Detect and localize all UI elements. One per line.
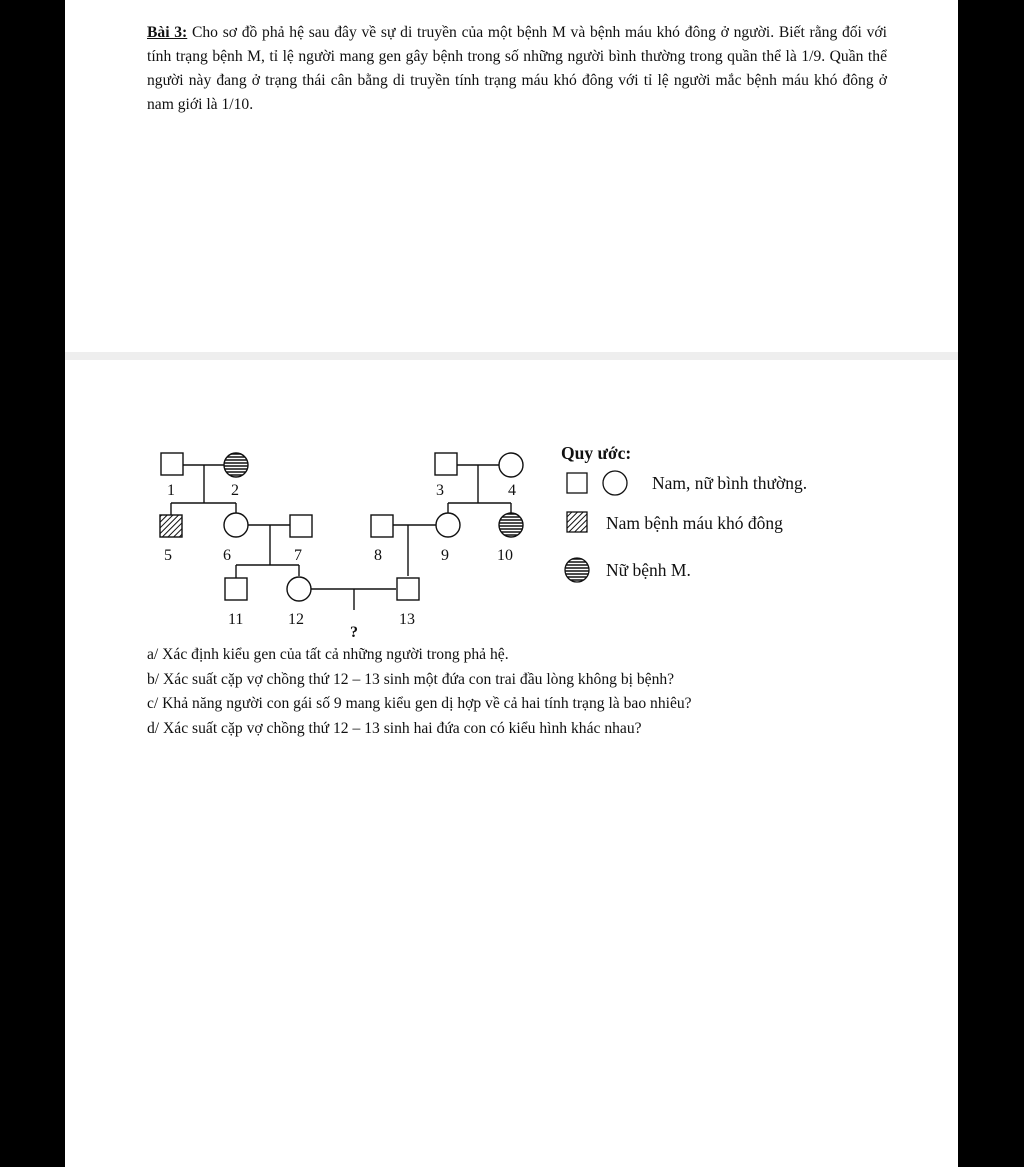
individual-numbers bbox=[164, 482, 516, 640]
legend bbox=[561, 443, 807, 582]
individual-9-normal-female bbox=[436, 513, 460, 537]
label-6: 6 bbox=[223, 547, 231, 564]
document-page bbox=[65, 0, 958, 1167]
individual-11-normal-male bbox=[225, 578, 247, 600]
label-3: 3 bbox=[436, 482, 444, 499]
legend-hemophilia-label: Nam bệnh máu khó đông bbox=[606, 513, 783, 533]
label-10: 10 bbox=[497, 547, 513, 564]
legend-disease-m-female-icon bbox=[565, 558, 589, 582]
label-4: 4 bbox=[508, 482, 516, 499]
label-13: 13 bbox=[399, 611, 415, 628]
individual-4-normal-female bbox=[499, 453, 523, 477]
label-5: 5 bbox=[164, 547, 172, 564]
question-c: c/ Khả năng người con gái số 9 mang kiểu gen dị hợp về cả hai tính trạng là bao nhiêu? bbox=[147, 695, 692, 712]
pedigree-chart bbox=[65, 0, 958, 640]
label-1: 1 bbox=[167, 482, 175, 499]
legend-normal-label: Nam, nữ bình thường. bbox=[652, 473, 808, 493]
individual-2-disease-m-female bbox=[224, 453, 248, 477]
label-7: 7 bbox=[294, 547, 302, 564]
individual-8-normal-male bbox=[371, 515, 393, 537]
legend-normal-male-icon bbox=[567, 473, 587, 493]
problem-label: Bài 3: bbox=[147, 24, 188, 41]
legend-title: Quy ước: bbox=[561, 443, 632, 463]
individual-13-normal-male bbox=[397, 578, 419, 600]
unknown-child-mark: ? bbox=[350, 624, 358, 640]
individual-5-hemophilia-male bbox=[160, 515, 182, 537]
label-9: 9 bbox=[441, 547, 449, 564]
legend-disease-m-label: Nữ bệnh M. bbox=[606, 560, 691, 580]
individual-12-normal-female bbox=[287, 577, 311, 601]
individual-1-normal-male bbox=[161, 453, 183, 475]
legend-normal-female-icon bbox=[603, 471, 627, 495]
individual-7-normal-male bbox=[290, 515, 312, 537]
label-2: 2 bbox=[231, 482, 239, 499]
label-12: 12 bbox=[288, 611, 304, 628]
individual-10-disease-m-female bbox=[499, 513, 523, 537]
individual-6-normal-female bbox=[224, 513, 248, 537]
question-a: a/ Xác định kiểu gen của tất cả những người trong phả hệ. bbox=[147, 646, 509, 663]
label-11: 11 bbox=[228, 611, 244, 628]
question-b: b/ Xác suất cặp vợ chồng thứ 12 – 13 sinh một đứa con trai đầu lòng không bị bệnh? bbox=[147, 670, 675, 688]
label-8: 8 bbox=[374, 547, 382, 564]
legend-hemophilia-male-icon bbox=[567, 512, 587, 532]
problem-text: Cho sơ đồ phả hệ sau đây về sự di truyền của một bệnh M và bệnh máu khó đông ở người. Biết rằng đối với tính trạng bệnh M, tỉ lệ người mang gen gây bệnh trong số những người bình thường trong quần thể là 1/9. Quần thể người này đang ở trạng thái cân bằng di truyền tính trạng máu khó đông với tỉ lệ người mắc bệnh máu khó đông ở nam giới là 1/10. bbox=[147, 24, 887, 113]
pedigree-lines bbox=[171, 465, 511, 610]
question-d: d/ Xác suất cặp vợ chồng thứ 12 – 13 sinh hai đứa con có kiểu hình khác nhau? bbox=[147, 719, 642, 737]
individual-3-normal-male bbox=[435, 453, 457, 475]
question-list bbox=[147, 643, 907, 741]
